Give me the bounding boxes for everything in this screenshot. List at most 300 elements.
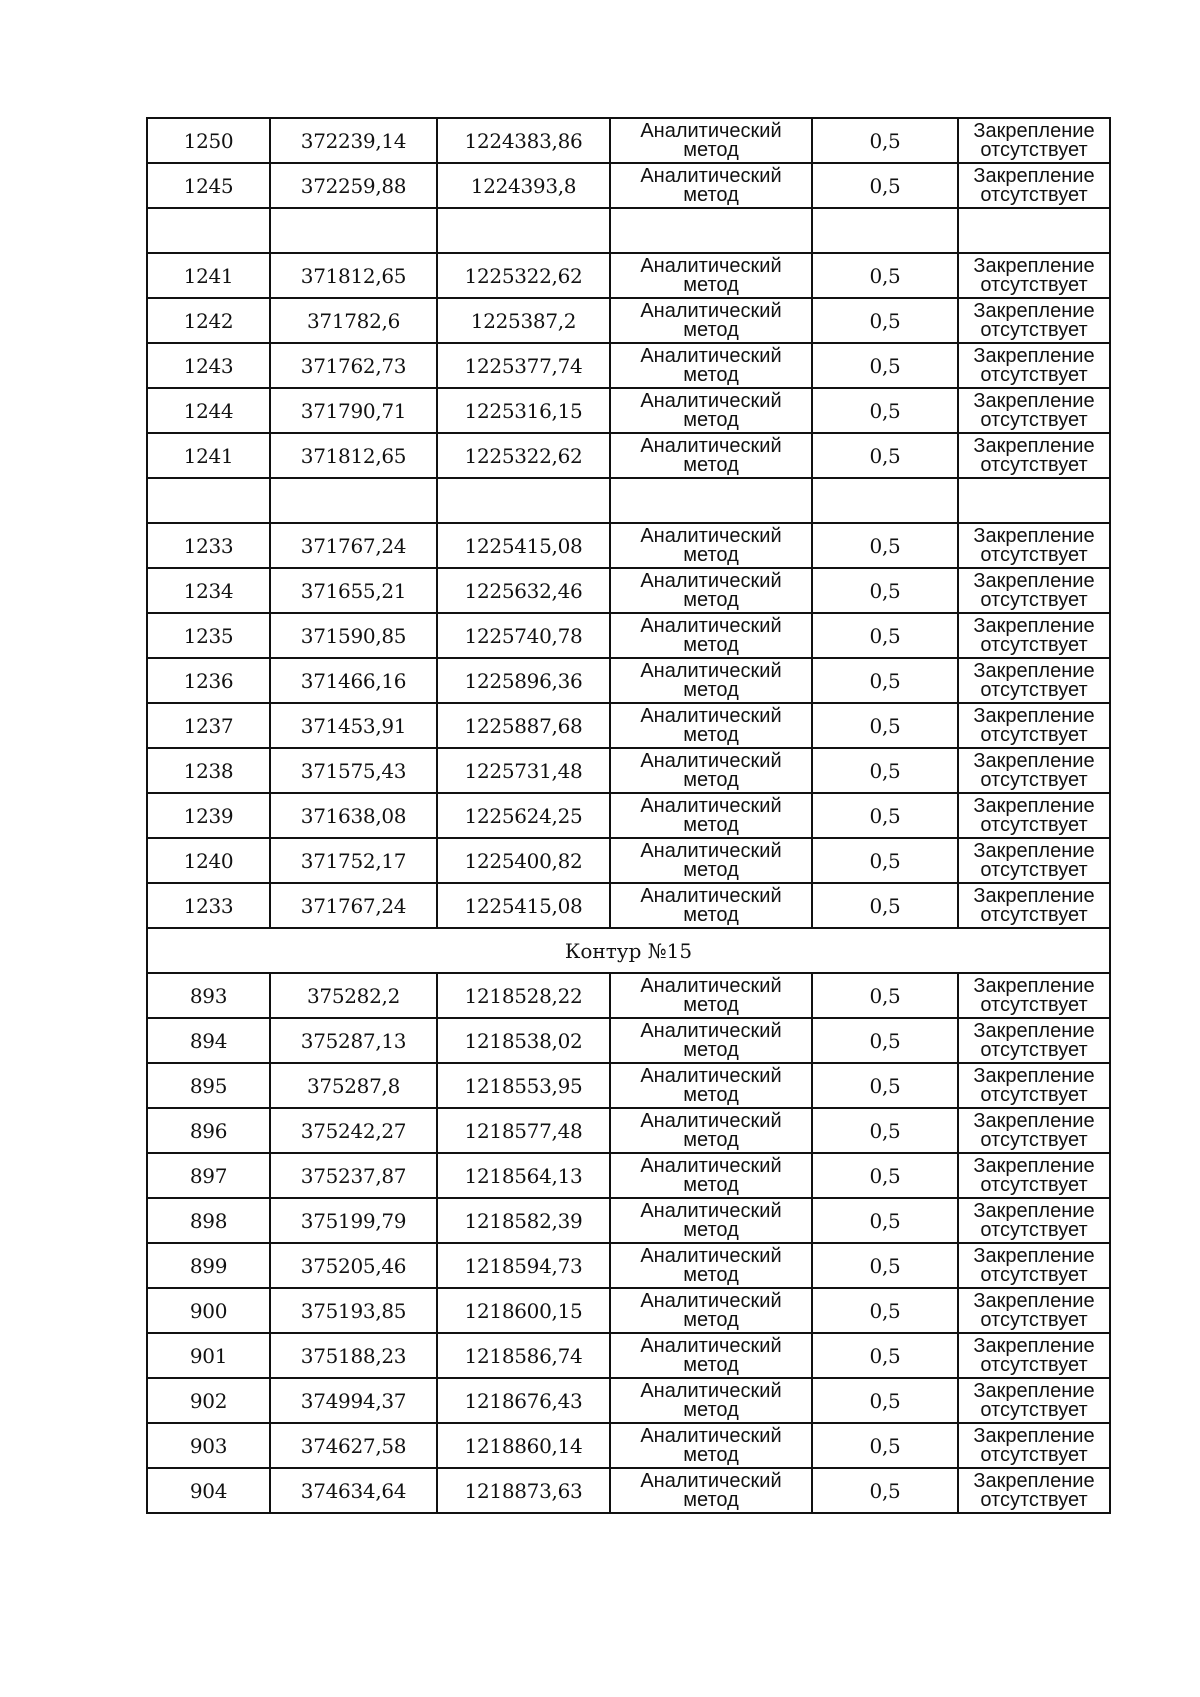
method-cell — [610, 703, 812, 748]
accuracy-cell: 0,5 — [812, 1243, 958, 1288]
method-cell — [610, 343, 812, 388]
fixation-cell — [958, 1333, 1110, 1378]
fixation-text: Закрепление — [973, 704, 1095, 727]
method-text: метод — [683, 1038, 739, 1061]
point-number-cell: 1237 — [147, 703, 270, 748]
method-text: Аналитический — [640, 659, 782, 682]
table-row — [147, 1018, 1110, 1063]
method-text: Аналитический — [640, 1379, 782, 1402]
y-coordinate-cell: 1224393,8 — [437, 163, 610, 208]
fixation-cell — [958, 1378, 1110, 1423]
blank-row — [147, 478, 1110, 523]
x-coordinate-cell: 371767,24 — [270, 523, 437, 568]
fixation-text: отсутствует — [980, 1308, 1088, 1331]
point-number-cell: 1244 — [147, 388, 270, 433]
method-text: метод — [683, 1128, 739, 1151]
y-coordinate-cell: 1225322,62 — [437, 433, 610, 478]
point-number-cell: 899 — [147, 1243, 270, 1288]
fixation-text: Закрепление — [973, 1289, 1095, 1312]
x-coordinate-cell: 371812,65 — [270, 433, 437, 478]
fixation-cell — [958, 523, 1110, 568]
fixation-cell — [958, 253, 1110, 298]
point-number-cell: 1233 — [147, 523, 270, 568]
method-text: Аналитический — [640, 1064, 782, 1087]
y-coordinate-cell: 1225316,15 — [437, 388, 610, 433]
accuracy-cell: 0,5 — [812, 838, 958, 883]
table-row — [147, 1423, 1110, 1468]
fixation-cell — [958, 163, 1110, 208]
fixation-text: отсутствует — [980, 903, 1088, 926]
table-row — [147, 433, 1110, 478]
empty-cell — [610, 478, 812, 523]
fixation-text: отсутствует — [980, 453, 1088, 476]
method-cell — [610, 838, 812, 883]
fixation-text: отсутствует — [980, 1443, 1088, 1466]
x-coordinate-cell: 375193,85 — [270, 1288, 437, 1333]
fixation-text: Закрепление — [973, 1199, 1095, 1222]
y-coordinate-cell: 1225377,74 — [437, 343, 610, 388]
accuracy-cell: 0,5 — [812, 433, 958, 478]
fixation-cell — [958, 1423, 1110, 1468]
fixation-cell — [958, 793, 1110, 838]
fixation-text: Закрепление — [973, 524, 1095, 547]
x-coordinate-cell: 375205,46 — [270, 1243, 437, 1288]
x-coordinate-cell: 375237,87 — [270, 1153, 437, 1198]
method-cell — [610, 1288, 812, 1333]
y-coordinate-cell: 1225387,2 — [437, 298, 610, 343]
table-body — [147, 118, 1110, 1513]
method-cell — [610, 1378, 812, 1423]
fixation-text: отсутствует — [980, 408, 1088, 431]
method-text: Аналитический — [640, 1334, 782, 1357]
fixation-text: отсутствует — [980, 858, 1088, 881]
method-cell — [610, 523, 812, 568]
fixation-text: Закрепление — [973, 884, 1095, 907]
method-text: Аналитический — [640, 1109, 782, 1132]
accuracy-cell: 0,5 — [812, 613, 958, 658]
method-text: метод — [683, 1443, 739, 1466]
method-text: Аналитический — [640, 839, 782, 862]
x-coordinate-cell: 371762,73 — [270, 343, 437, 388]
method-text: Аналитический — [640, 434, 782, 457]
x-coordinate-cell: 371655,21 — [270, 568, 437, 613]
empty-cell — [958, 478, 1110, 523]
method-cell — [610, 883, 812, 928]
method-text: Аналитический — [640, 164, 782, 187]
method-text: метод — [683, 1308, 739, 1331]
method-text: Аналитический — [640, 1154, 782, 1177]
point-number-cell: 893 — [147, 973, 270, 1018]
accuracy-cell: 0,5 — [812, 658, 958, 703]
accuracy-cell: 0,5 — [812, 163, 958, 208]
point-number-cell: 900 — [147, 1288, 270, 1333]
point-number-cell: 1245 — [147, 163, 270, 208]
method-cell — [610, 1243, 812, 1288]
x-coordinate-cell: 375199,79 — [270, 1198, 437, 1243]
method-text: метод — [683, 318, 739, 341]
point-number-cell: 1241 — [147, 253, 270, 298]
point-number-cell: 1240 — [147, 838, 270, 883]
method-cell — [610, 1468, 812, 1513]
point-number-cell: 1241 — [147, 433, 270, 478]
x-coordinate-cell: 371638,08 — [270, 793, 437, 838]
method-cell — [610, 1108, 812, 1153]
fixation-text: отсутствует — [980, 1263, 1088, 1286]
x-coordinate-cell: 374627,58 — [270, 1423, 437, 1468]
fixation-cell — [958, 703, 1110, 748]
method-text: Аналитический — [640, 524, 782, 547]
method-text: метод — [683, 543, 739, 566]
fixation-text: отсутствует — [980, 1353, 1088, 1376]
fixation-text: Закрепление — [973, 344, 1095, 367]
x-coordinate-cell: 375242,27 — [270, 1108, 437, 1153]
point-number-cell: 904 — [147, 1468, 270, 1513]
fixation-text: отсутствует — [980, 543, 1088, 566]
empty-cell — [812, 208, 958, 253]
empty-cell — [270, 478, 437, 523]
x-coordinate-cell: 375287,8 — [270, 1063, 437, 1108]
table-row — [147, 1063, 1110, 1108]
method-text: Аналитический — [640, 299, 782, 322]
method-text: Аналитический — [640, 884, 782, 907]
point-number-cell: 896 — [147, 1108, 270, 1153]
x-coordinate-cell: 374634,64 — [270, 1468, 437, 1513]
fixation-text: отсутствует — [980, 1128, 1088, 1151]
method-cell — [610, 658, 812, 703]
table-row — [147, 1378, 1110, 1423]
empty-cell — [437, 478, 610, 523]
y-coordinate-cell: 1225887,68 — [437, 703, 610, 748]
accuracy-cell: 0,5 — [812, 1108, 958, 1153]
method-text: метод — [683, 363, 739, 386]
accuracy-cell: 0,5 — [812, 1198, 958, 1243]
fixation-text: Закрепление — [973, 389, 1095, 412]
method-cell — [610, 1423, 812, 1468]
fixation-cell — [958, 298, 1110, 343]
accuracy-cell: 0,5 — [812, 1468, 958, 1513]
table-row — [147, 1153, 1110, 1198]
fixation-text: отсутствует — [980, 1398, 1088, 1421]
fixation-cell — [958, 883, 1110, 928]
fixation-text: Закрепление — [973, 1469, 1095, 1492]
y-coordinate-cell: 1225731,48 — [437, 748, 610, 793]
empty-cell — [437, 208, 610, 253]
fixation-text: отсутствует — [980, 633, 1088, 656]
fixation-text: отсутствует — [980, 678, 1088, 701]
x-coordinate-cell: 371466,16 — [270, 658, 437, 703]
method-text: метод — [683, 1263, 739, 1286]
x-coordinate-cell: 371752,17 — [270, 838, 437, 883]
method-text: метод — [683, 183, 739, 206]
y-coordinate-cell: 1218860,14 — [437, 1423, 610, 1468]
method-text: метод — [683, 588, 739, 611]
y-coordinate-cell: 1225322,62 — [437, 253, 610, 298]
point-number-cell: 1235 — [147, 613, 270, 658]
empty-cell — [958, 208, 1110, 253]
fixation-text: Закрепление — [973, 119, 1095, 142]
x-coordinate-cell: 375287,13 — [270, 1018, 437, 1063]
method-text: Аналитический — [640, 254, 782, 277]
table-row — [147, 613, 1110, 658]
accuracy-cell: 0,5 — [812, 1378, 958, 1423]
y-coordinate-cell: 1224383,86 — [437, 118, 610, 163]
point-number-cell: 902 — [147, 1378, 270, 1423]
point-number-cell: 1233 — [147, 883, 270, 928]
method-text: метод — [683, 138, 739, 161]
method-text: метод — [683, 273, 739, 296]
x-coordinate-cell: 374994,37 — [270, 1378, 437, 1423]
accuracy-cell: 0,5 — [812, 253, 958, 298]
accuracy-cell: 0,5 — [812, 883, 958, 928]
fixation-text: отсутствует — [980, 1173, 1088, 1196]
blank-row — [147, 208, 1110, 253]
fixation-cell — [958, 1468, 1110, 1513]
fixation-text: Закрепление — [973, 1064, 1095, 1087]
table-row — [147, 1108, 1110, 1153]
accuracy-cell: 0,5 — [812, 1153, 958, 1198]
fixation-cell — [958, 433, 1110, 478]
fixation-cell — [958, 973, 1110, 1018]
method-text: метод — [683, 1083, 739, 1106]
y-coordinate-cell: 1225400,82 — [437, 838, 610, 883]
table-row — [147, 388, 1110, 433]
method-text: Аналитический — [640, 1424, 782, 1447]
empty-cell — [147, 208, 270, 253]
accuracy-cell: 0,5 — [812, 388, 958, 433]
y-coordinate-cell: 1218564,13 — [437, 1153, 610, 1198]
accuracy-cell: 0,5 — [812, 793, 958, 838]
accuracy-cell: 0,5 — [812, 343, 958, 388]
method-text: Аналитический — [640, 119, 782, 142]
y-coordinate-cell: 1218577,48 — [437, 1108, 610, 1153]
accuracy-cell: 0,5 — [812, 1063, 958, 1108]
method-text: Аналитический — [640, 794, 782, 817]
point-number-cell: 897 — [147, 1153, 270, 1198]
fixation-text: отсутствует — [980, 723, 1088, 746]
point-number-cell: 1236 — [147, 658, 270, 703]
fixation-text: отсутствует — [980, 318, 1088, 341]
table-row — [147, 1198, 1110, 1243]
x-coordinate-cell: 371767,24 — [270, 883, 437, 928]
x-coordinate-cell: 371812,65 — [270, 253, 437, 298]
fixation-text: Закрепление — [973, 299, 1095, 322]
fixation-text: отсутствует — [980, 813, 1088, 836]
method-cell — [610, 1153, 812, 1198]
method-cell — [610, 613, 812, 658]
fixation-text: Закрепление — [973, 254, 1095, 277]
fixation-text: Закрепление — [973, 569, 1095, 592]
point-number-cell: 903 — [147, 1423, 270, 1468]
table-row — [147, 1243, 1110, 1288]
table-row — [147, 118, 1110, 163]
section-header-row — [147, 928, 1110, 973]
method-text: Аналитический — [640, 614, 782, 637]
fixation-text: Закрепление — [973, 839, 1095, 862]
x-coordinate-cell: 371790,71 — [270, 388, 437, 433]
fixation-cell — [958, 838, 1110, 883]
fixation-cell — [958, 568, 1110, 613]
empty-cell — [812, 478, 958, 523]
fixation-text: отсутствует — [980, 363, 1088, 386]
table-row — [147, 883, 1110, 928]
table-row — [147, 568, 1110, 613]
point-number-cell: 1242 — [147, 298, 270, 343]
y-coordinate-cell: 1218676,43 — [437, 1378, 610, 1423]
y-coordinate-cell: 1218594,73 — [437, 1243, 610, 1288]
accuracy-cell: 0,5 — [812, 568, 958, 613]
fixation-text: Закрепление — [973, 164, 1095, 187]
method-text: метод — [683, 1353, 739, 1376]
point-number-cell: 1243 — [147, 343, 270, 388]
table-row — [147, 748, 1110, 793]
y-coordinate-cell: 1225624,25 — [437, 793, 610, 838]
y-coordinate-cell: 1225415,08 — [437, 883, 610, 928]
coordinates-table — [146, 117, 1111, 1514]
table-row — [147, 163, 1110, 208]
table-row — [147, 1468, 1110, 1513]
y-coordinate-cell: 1225740,78 — [437, 613, 610, 658]
fixation-text: отсутствует — [980, 1083, 1088, 1106]
fixation-cell — [958, 613, 1110, 658]
point-number-cell: 1239 — [147, 793, 270, 838]
fixation-text: Закрепление — [973, 1154, 1095, 1177]
method-cell — [610, 388, 812, 433]
fixation-cell — [958, 748, 1110, 793]
table-row — [147, 343, 1110, 388]
method-text: Аналитический — [640, 344, 782, 367]
method-cell — [610, 1018, 812, 1063]
fixation-text: отсутствует — [980, 183, 1088, 206]
method-text: метод — [683, 813, 739, 836]
table-row — [147, 658, 1110, 703]
fixation-text: Закрепление — [973, 1109, 1095, 1132]
method-text: метод — [683, 903, 739, 926]
fixation-cell — [958, 658, 1110, 703]
y-coordinate-cell: 1225632,46 — [437, 568, 610, 613]
accuracy-cell: 0,5 — [812, 703, 958, 748]
method-text: метод — [683, 858, 739, 881]
table-row — [147, 253, 1110, 298]
x-coordinate-cell: 371575,43 — [270, 748, 437, 793]
accuracy-cell: 0,5 — [812, 1333, 958, 1378]
y-coordinate-cell: 1225896,36 — [437, 658, 610, 703]
method-text: метод — [683, 453, 739, 476]
method-cell — [610, 568, 812, 613]
accuracy-cell: 0,5 — [812, 1018, 958, 1063]
method-cell — [610, 433, 812, 478]
accuracy-cell: 0,5 — [812, 1423, 958, 1468]
method-text: метод — [683, 993, 739, 1016]
method-cell — [610, 118, 812, 163]
method-text: метод — [683, 1173, 739, 1196]
fixation-text: Закрепление — [973, 1244, 1095, 1267]
method-text: метод — [683, 723, 739, 746]
method-cell — [610, 1333, 812, 1378]
method-text: Аналитический — [640, 1199, 782, 1222]
method-cell — [610, 163, 812, 208]
point-number-cell: 901 — [147, 1333, 270, 1378]
fixation-cell — [958, 1288, 1110, 1333]
fixation-text: отсутствует — [980, 768, 1088, 791]
method-cell — [610, 253, 812, 298]
method-text: метод — [683, 408, 739, 431]
fixation-text: Закрепление — [973, 614, 1095, 637]
y-coordinate-cell: 1218586,74 — [437, 1333, 610, 1378]
fixation-cell — [958, 1243, 1110, 1288]
fixation-text: отсутствует — [980, 1488, 1088, 1511]
point-number-cell: 1238 — [147, 748, 270, 793]
table-row — [147, 1288, 1110, 1333]
x-coordinate-cell: 371453,91 — [270, 703, 437, 748]
method-cell — [610, 973, 812, 1018]
empty-cell — [270, 208, 437, 253]
method-text: Аналитический — [640, 1469, 782, 1492]
contour-title: Контур №15 — [147, 928, 1110, 973]
fixation-text: Закрепление — [973, 1379, 1095, 1402]
table-row — [147, 703, 1110, 748]
table-row — [147, 838, 1110, 883]
method-text: Аналитический — [640, 1019, 782, 1042]
method-text: Аналитический — [640, 1244, 782, 1267]
x-coordinate-cell: 371590,85 — [270, 613, 437, 658]
point-number-cell: 1234 — [147, 568, 270, 613]
x-coordinate-cell: 375282,2 — [270, 973, 437, 1018]
y-coordinate-cell: 1218528,22 — [437, 973, 610, 1018]
point-number-cell: 895 — [147, 1063, 270, 1108]
fixation-cell — [958, 1063, 1110, 1108]
method-text: метод — [683, 1398, 739, 1421]
fixation-text: Закрепление — [973, 749, 1095, 772]
accuracy-cell: 0,5 — [812, 523, 958, 568]
point-number-cell: 1250 — [147, 118, 270, 163]
y-coordinate-cell: 1218553,95 — [437, 1063, 610, 1108]
table-row — [147, 1333, 1110, 1378]
x-coordinate-cell: 372239,14 — [270, 118, 437, 163]
y-coordinate-cell: 1218538,02 — [437, 1018, 610, 1063]
fixation-text: Закрепление — [973, 1334, 1095, 1357]
table-row — [147, 793, 1110, 838]
fixation-text: отсутствует — [980, 1218, 1088, 1241]
method-text: Аналитический — [640, 704, 782, 727]
method-text: метод — [683, 1218, 739, 1241]
y-coordinate-cell: 1218600,15 — [437, 1288, 610, 1333]
accuracy-cell: 0,5 — [812, 1288, 958, 1333]
accuracy-cell: 0,5 — [812, 748, 958, 793]
fixation-text: отсутствует — [980, 1038, 1088, 1061]
point-number-cell: 894 — [147, 1018, 270, 1063]
y-coordinate-cell: 1218582,39 — [437, 1198, 610, 1243]
x-coordinate-cell: 375188,23 — [270, 1333, 437, 1378]
method-text: Аналитический — [640, 389, 782, 412]
fixation-cell — [958, 1018, 1110, 1063]
method-text: метод — [683, 633, 739, 656]
fixation-text: Закрепление — [973, 1424, 1095, 1447]
fixation-text: отсутствует — [980, 993, 1088, 1016]
table-row — [147, 523, 1110, 568]
method-cell — [610, 748, 812, 793]
method-cell — [610, 1063, 812, 1108]
fixation-text: Закрепление — [973, 794, 1095, 817]
x-coordinate-cell: 372259,88 — [270, 163, 437, 208]
fixation-cell — [958, 1108, 1110, 1153]
x-coordinate-cell: 371782,6 — [270, 298, 437, 343]
fixation-cell — [958, 343, 1110, 388]
table-row — [147, 973, 1110, 1018]
fixation-text: отсутствует — [980, 138, 1088, 161]
method-text: Аналитический — [640, 749, 782, 772]
fixation-cell — [958, 1153, 1110, 1198]
fixation-text: Закрепление — [973, 974, 1095, 997]
